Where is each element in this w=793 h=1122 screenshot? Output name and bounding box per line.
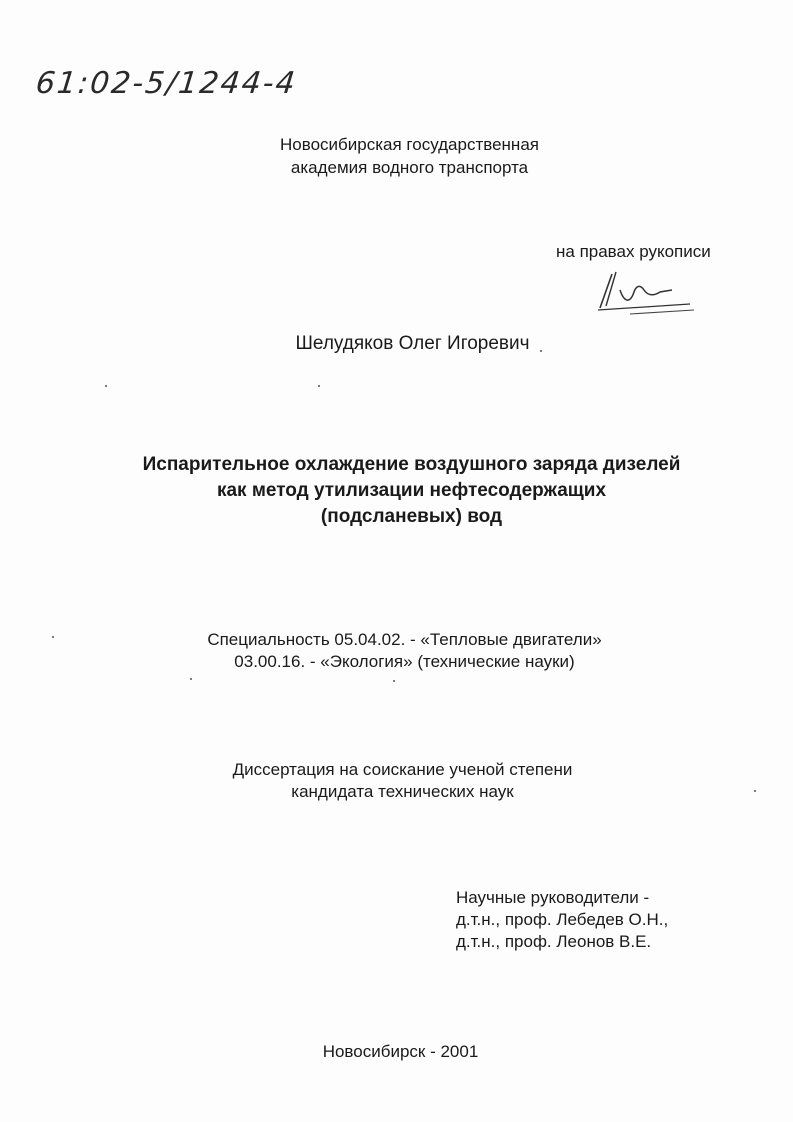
scan-speck (754, 790, 756, 792)
archive-code: 61:02-5/1244-4 (34, 66, 299, 101)
scan-speck (393, 680, 395, 682)
institution-block (13, 133, 793, 179)
scan-speck (190, 678, 192, 680)
specialty-line-2: 03.00.16. - «Экология» (технические науки) (234, 652, 575, 671)
scan-speck (540, 350, 542, 352)
specialty-line-1: Специальность 05.04.02. - «Тепловые двигатели» (207, 630, 602, 649)
scan-speck (52, 636, 54, 638)
author-name: Шелудяков Олег Игоревич (295, 333, 530, 354)
signature-mark (590, 268, 700, 316)
title-line-2: как метод утилизации нефтесодержащих (216, 480, 607, 501)
supervisors-heading: Научные руководители - (456, 888, 650, 907)
supervisor-2: д.т.н., проф. Леонов В.Е. (456, 932, 652, 951)
specialty-block (8, 629, 793, 673)
degree-line-1: Диссертация на соискание ученой степени (232, 760, 573, 779)
degree-line-2: кандидата технических наук (291, 782, 514, 801)
scan-speck (105, 385, 107, 387)
city-year: Новосибирск - 2001 (322, 1042, 479, 1061)
title-line-3: (подсланевых) вод (320, 506, 503, 527)
title-line-1: Испарительное охлаждение воздушного заряда дизелей (142, 454, 681, 475)
supervisor-1: д.т.н., проф. Лебедев О.Н., (456, 910, 669, 929)
institution-line-2: академия водного транспорта (290, 158, 529, 177)
institution-line-1: Новосибирская государственная (280, 135, 539, 154)
scan-speck (318, 385, 320, 387)
rights-note: на правах рукописи (556, 242, 711, 261)
degree-block (6, 759, 793, 803)
supervisors-block (456, 887, 668, 953)
dissertation-title (15, 452, 793, 530)
